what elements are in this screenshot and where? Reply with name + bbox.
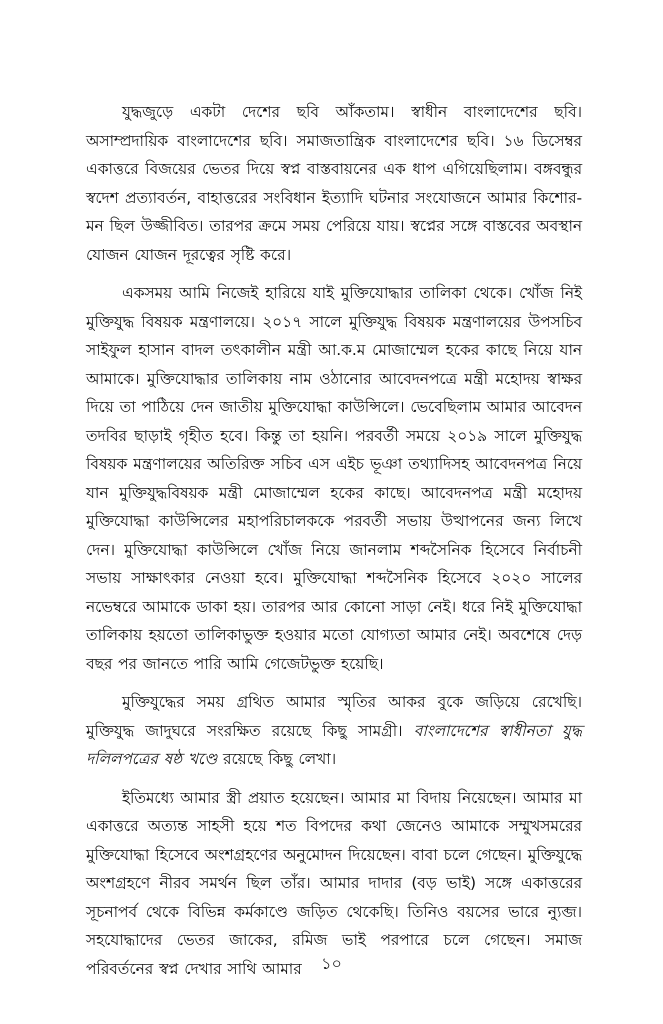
paragraph-3 [86, 688, 582, 774]
paragraph-4: ইতিমধ্যে আমার স্ত্রী প্রয়াত হয়েছেন। আমার মা বিদায় নিয়েছেন। আমার মা একাত্তরে অত্যন্ত সাহসী হয়ে শত বিপদের কথা জেনেও আমাকে সম্মুখসমরের মুক্তিযোদ্ধা হিসেবে অংশগ্রহণের অনুমোদন দিয়েছেন। বাবা চলে গেছেন। মুক্তিযুদ্ধে অংশগ্রহণে নীরব সমর্থন ছিল তাঁর। আমার দাদার (বড় ভাই) সঙ্গে একাত্তরের সূচনাপর্ব থেকে বিভিন্ন কর্মকাণ্ডে জড়িত থেকেছি। তিনিও বয়সের ভারে ন্যুব্জ। সহযোদ্ধাদের ভেতর জাকের, রমিজ ভাই পরপারে চলে গেছেন। সমাজ পরিবর্তনের স্বপ্ন দেখার সাথি আমার [86, 788, 582, 978]
body-text [86, 98, 582, 993]
paragraph-3-italic-title: বাংলাদেশের স্বাধীনতা যুদ্ধ দলিলপত্রের ষষ্ঠ খণ্ডে [86, 721, 582, 768]
paragraph-3-text-before: মুক্তিযুদ্ধের সময় গ্রথিত আমার স্মৃতির আকর বুকে জড়িয়ে রেখেছি। মুক্তিযুদ্ধ জাদুঘরে সংরক্ষিত রয়েছে কিছু সামগ্রী। [86, 693, 582, 740]
paragraph-1: যুদ্ধজুড়ে একটা দেশের ছবি আঁকতাম। স্বাধীন বাংলাদেশের ছবি। অসাম্প্রদায়িক বাংলাদেশের ছবি। সমাজতান্ত্রিক বাংলাদেশের ছবি। ১৬ ডিসেম্বর একাত্তরে বিজয়ের ভেতর দিয়ে স্বপ্ন বাস্তবায়নের এক ধাপ এগিয়েছিলাম। বঙ্গবন্ধুর স্বদেশ প্রত্যাবর্তন, বাহাত্তরের সংবিধান ইত্যাদি ঘটনার সংযোজনে আমার কিশোর-মন ছিল উজ্জীবিত। তারপর ক্রমে সময় পেরিয়ে যায়। স্বপ্নের সঙ্গে বাস্তবের অবস্থান যোজন যোজন দূরত্বের সৃষ্টি করে। [86, 103, 582, 264]
page-number: ১০ [321, 954, 342, 973]
paragraph-2: একসময় আমি নিজেই হারিয়ে যাই মুক্তিযোদ্ধার তালিকা থেকে। খোঁজ নিই মুক্তিযুদ্ধ বিষয়ক মন্ত্রণালয়ে। ২০১৭ সালে মুক্তিযুদ্ধ বিষয়ক মন্ত্রণালয়ের উপসচিব সাইফুল হাসান বাদল তৎকালীন মন্ত্রী আ.ক.ম মোজাম্মেল হকের কাছে নিয়ে যান আমাকে। মুক্তিযোদ্ধার তালিকায় নাম ওঠানোর আবেদনপত্রে মন্ত্রী মহোদয় স্বাক্ষর দিয়ে তা পাঠিয়ে দেন জাতীয় মুক্তিযোদ্ধা কাউন্সিলে। ভেবেছিলাম আমার আবেদন তদবির ছাড়াই গৃহীত হবে। কিন্তু তা হয়নি। পরবর্তী সময়ে ২০১৯ সালে মুক্তিযুদ্ধ বিষয়ক মন্ত্রণালয়ের অতিরিক্ত সচিব এস এইচ ভূঞা তথ্যাদিসহ আবেদনপত্র নিয়ে যান মুক্তিযুদ্ধবিষয়ক মন্ত্রী মোজাম্মেল হকের কাছে। আবেদনপত্র মন্ত্রী মহোদয় মুক্তিযোদ্ধা কাউন্সিলের মহাপরিচালককে পরবর্তী সভায় উত্থাপনের জন্য লিখে দেন। মুক্তিযোদ্ধা কাউন্সিলে খোঁজ নিয়ে জানলাম শব্দসৈনিক হিসেবে নির্বাচনী সভায় সাক্ষাৎকার নেওয়া হবে। মুক্তিযোদ্ধা শব্দসৈনিক হিসেবে ২০২০ সালের নভেম্বরে আমাকে ডাকা হয়। তারপর আর কোনো সাড়া নেই। ধরে নিই মুক্তিযোদ্ধা তালিকায় হয়তো তালিকাভুক্ত হওয়ার মতো যোগ্যতা আমার নেই। অবশেষে দেড় বছর পর জানতে পারি আমি গেজেটভুক্ত হয়েছি। [86, 284, 582, 673]
paragraph-3-text-after: রয়েছে কিছু লেখা। [217, 750, 337, 768]
